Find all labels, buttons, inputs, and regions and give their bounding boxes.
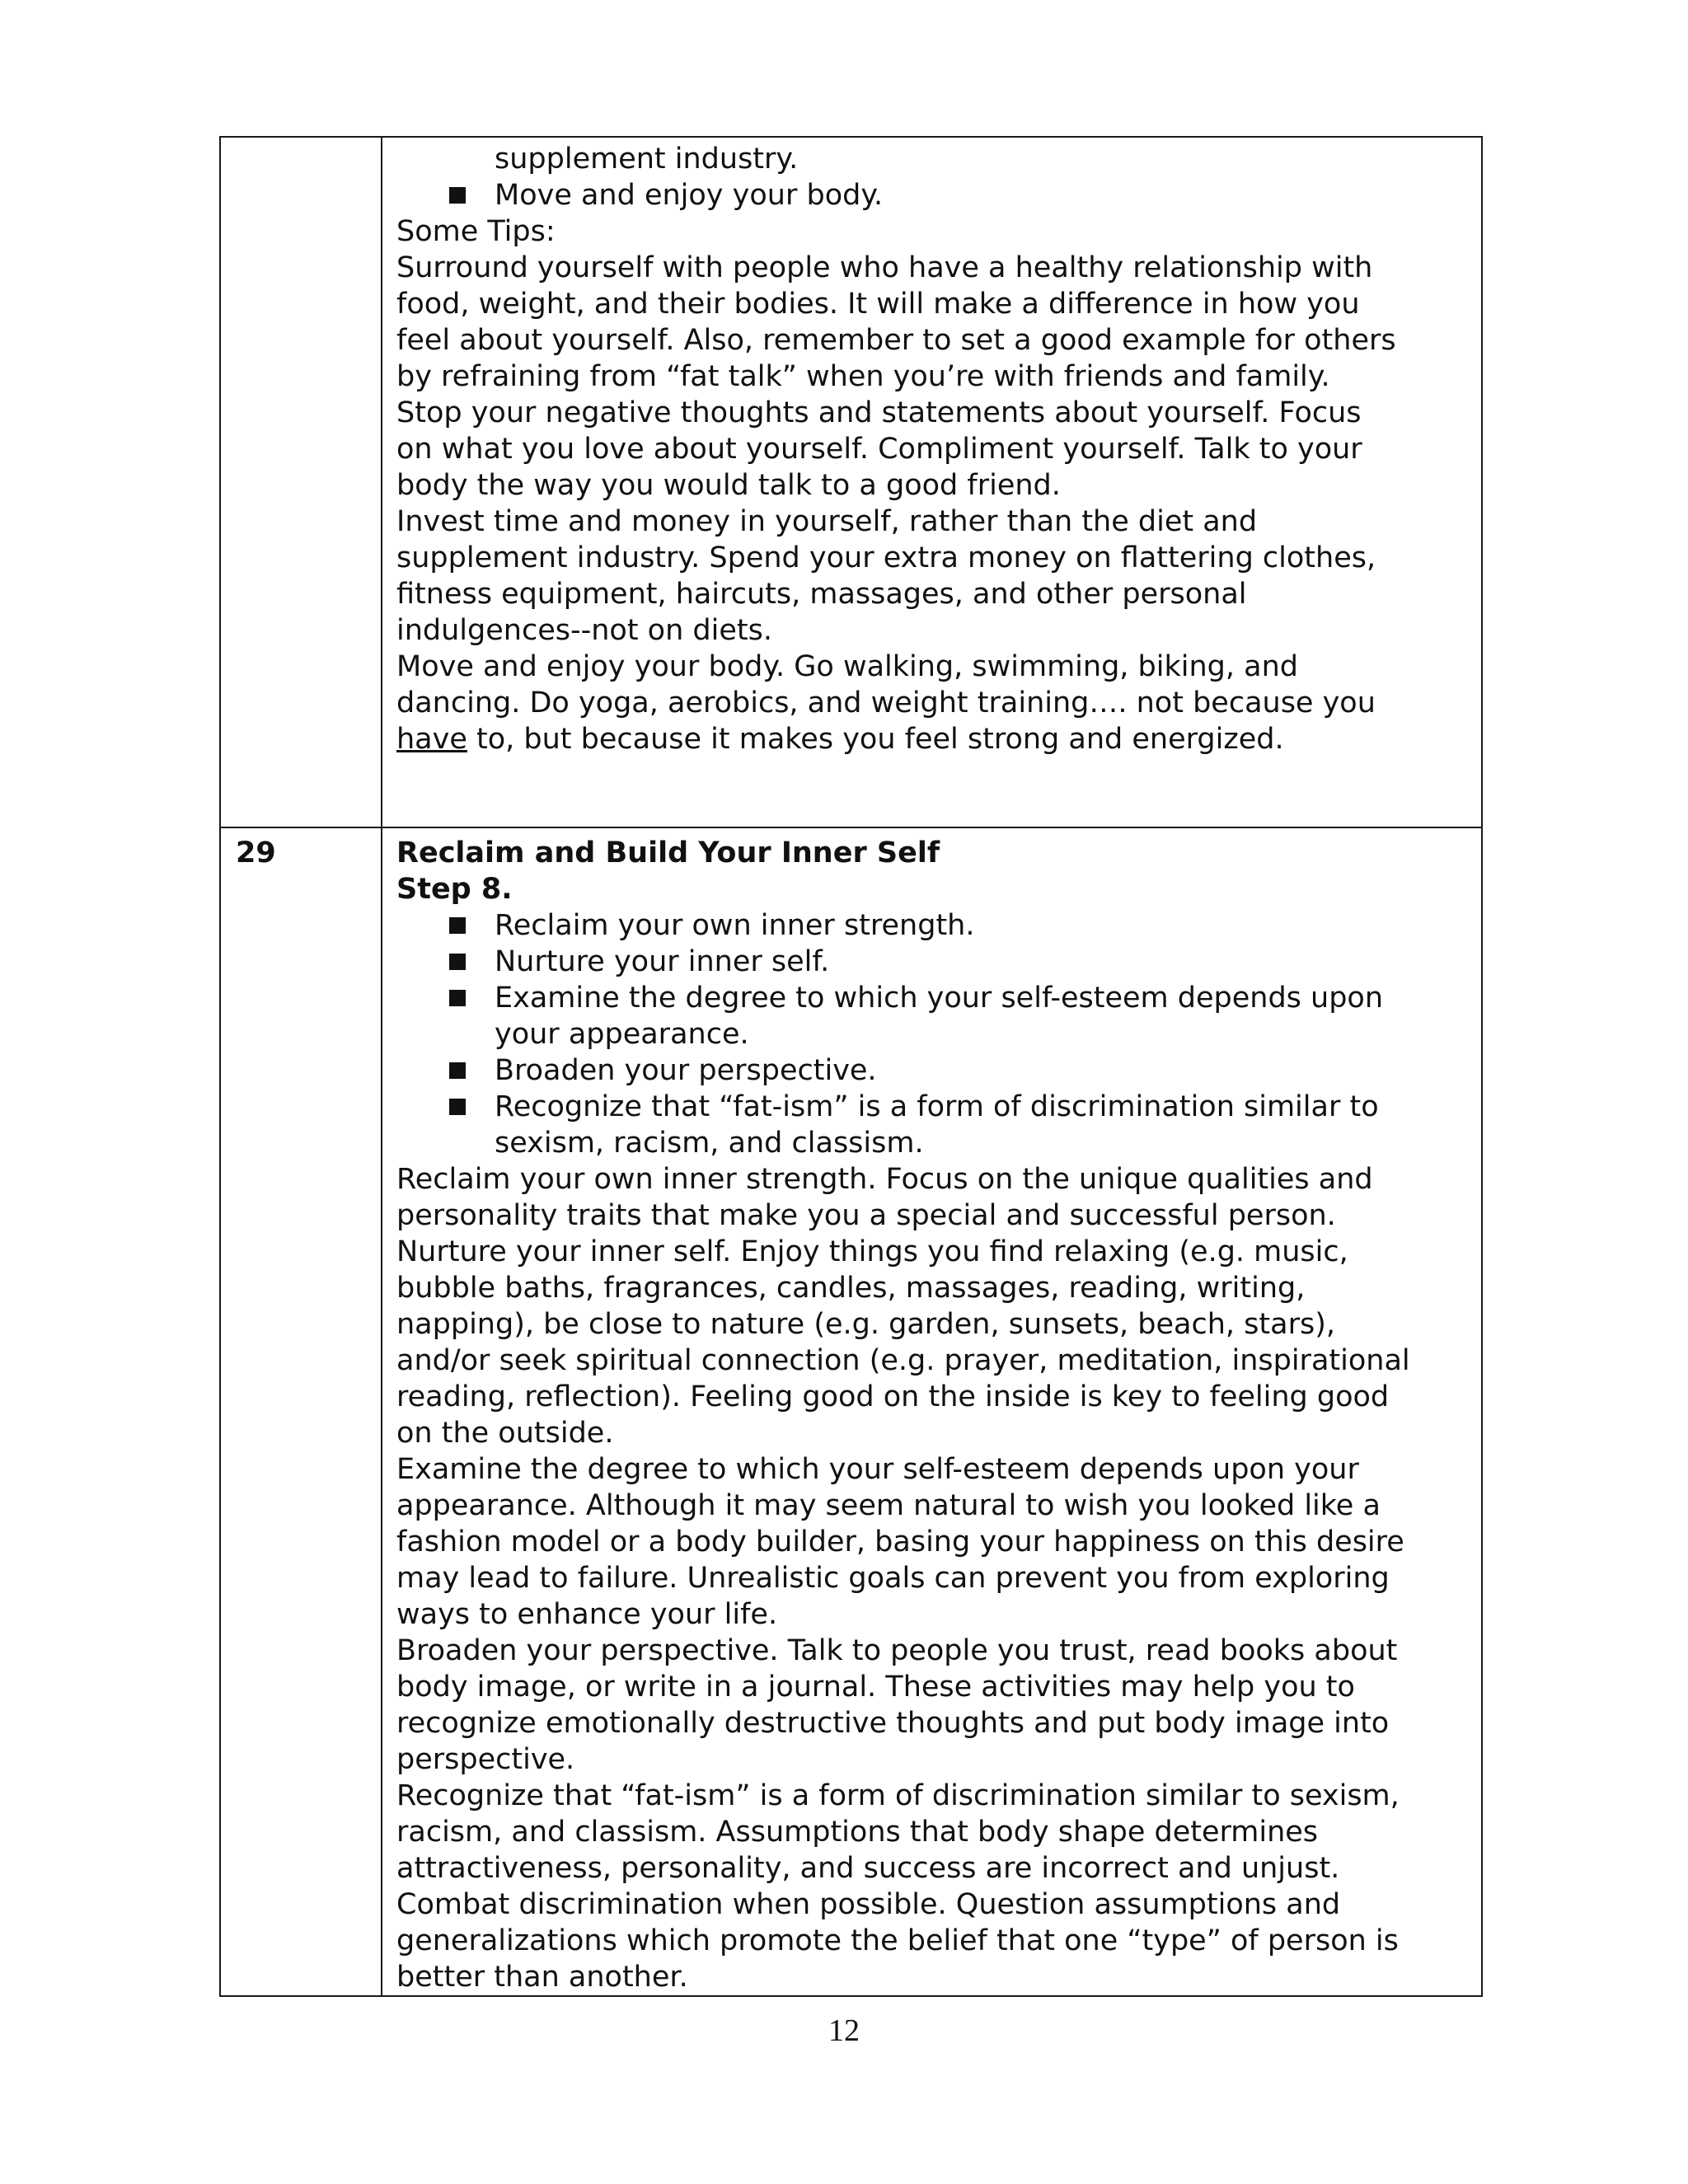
- page-number: 12: [828, 2013, 860, 2048]
- text-line: Nurture your inner self. Enjoy things you find relaxing (e.g. music,: [396, 1235, 1348, 1268]
- text-line: by refraining from “fat talk” when you’re with friends and family.: [396, 360, 1330, 393]
- text-line: and/or seek spiritual connection (e.g. prayer, meditation, inspirational: [396, 1344, 1410, 1377]
- step-label: Step 8.: [396, 873, 513, 906]
- bullet-continuation: sexism, racism, and classism.: [495, 1127, 924, 1160]
- text-line: attractiveness, personality, and success are incorrect and unjust.: [396, 1852, 1340, 1885]
- square-bullet-icon: [449, 1099, 466, 1115]
- text-line: indulgences--not on diets.: [396, 614, 772, 647]
- text-line: Move and enjoy your body. Go walking, swimming, biking, and: [396, 650, 1298, 683]
- bullet-text: Nurture your inner self.: [495, 945, 830, 978]
- text-line: [396, 721, 1471, 757]
- bullet-text: Broaden your perspective.: [495, 1054, 877, 1087]
- table-row: [220, 827, 1482, 1996]
- row-number-cell: 29: [220, 827, 382, 1996]
- section-title: Reclaim and Build Your Inner Self: [396, 837, 940, 869]
- square-bullet-icon: [449, 1062, 466, 1079]
- bullet-item: [396, 1089, 1471, 1125]
- square-bullet-icon: [449, 187, 466, 204]
- text-line: on what you love about yourself. Compliment yourself. Talk to your: [396, 433, 1362, 466]
- text-span: to, but because it makes you feel strong and energized.: [467, 723, 1284, 756]
- text-line: dancing. Do yoga, aerobics, and weight training…. not because you: [396, 687, 1376, 719]
- text-line: appearance. Although it may seem natural to wish you looked like a: [396, 1489, 1381, 1522]
- text-line: fitness equipment, haircuts, massages, and other personal: [396, 578, 1247, 611]
- bullet-text: Move and enjoy your body.: [495, 179, 884, 212]
- text-line: better than another.: [396, 1961, 688, 1994]
- text-line: food, weight, and their bodies. It will make a difference in how you: [396, 288, 1360, 321]
- bullet-continuation: supplement industry.: [495, 143, 799, 176]
- text-line: Broaden your perspective. Talk to people you trust, read books about: [396, 1634, 1398, 1667]
- text-line: Surround yourself with people who have a healthy relationship with: [396, 251, 1373, 284]
- square-bullet-icon: [449, 990, 466, 1006]
- row-content-cell: [382, 137, 1482, 827]
- text-line: fashion model or a body builder, basing your happiness on this desire: [396, 1526, 1404, 1558]
- text-line: on the outside.: [396, 1417, 614, 1450]
- content-table: [219, 136, 1483, 1997]
- bullet-item: [396, 1052, 1471, 1089]
- bullet-text: Recognize that “fat-ism” is a form of discrimination similar to: [495, 1090, 1379, 1123]
- text-line: Recognize that “fat-ism” is a form of discrimination similar to sexism,: [396, 1779, 1400, 1812]
- bullet-text: Examine the degree to which your self-esteem depends upon: [495, 982, 1384, 1015]
- bullet-item: [396, 907, 1471, 944]
- text-line: bubble baths, fragrances, candles, massages, reading, writing,: [396, 1272, 1306, 1305]
- row-number-cell: [220, 137, 382, 827]
- bullet-item: [396, 944, 1471, 980]
- text-line: feel about yourself. Also, remember to set a good example for others: [396, 324, 1396, 357]
- text-line: Reclaim your own inner strength. Focus on the unique qualities and: [396, 1163, 1373, 1196]
- bullet-continuation: your appearance.: [495, 1018, 749, 1051]
- text-line: reading, reflection). Feeling good on the inside is key to feeling good: [396, 1380, 1390, 1413]
- text-line: ways to enhance your life.: [396, 1598, 778, 1631]
- text-line: supplement industry. Spend your extra money on flattering clothes,: [396, 541, 1376, 574]
- text-line: Examine the degree to which your self-esteem depends upon your: [396, 1453, 1359, 1486]
- tips-heading: Some Tips:: [396, 215, 556, 248]
- text-line: recognize emotionally destructive thoughts and put body image into: [396, 1707, 1390, 1740]
- text-line: generalizations which promote the belief that one “type” of person is: [396, 1924, 1399, 1957]
- square-bullet-icon: [449, 954, 466, 970]
- row-content-cell: [382, 827, 1482, 1996]
- square-bullet-icon: [449, 917, 466, 934]
- text-line: personality traits that make you a special and successful person.: [396, 1199, 1336, 1232]
- underlined-word: have: [396, 723, 467, 756]
- bullet-text: Reclaim your own inner strength.: [495, 909, 975, 942]
- text-line: racism, and classism. Assumptions that body shape determines: [396, 1816, 1319, 1849]
- bullet-item: [396, 980, 1471, 1016]
- text-line: body the way you would talk to a good friend.: [396, 469, 1061, 502]
- table-row: [220, 137, 1482, 827]
- text-line: Combat discrimination when possible. Question assumptions and: [396, 1888, 1341, 1921]
- text-line: Invest time and money in yourself, rather than the diet and: [396, 505, 1258, 538]
- bullet-item: [396, 177, 1471, 213]
- text-line: Stop your negative thoughts and statements about yourself. Focus: [396, 396, 1362, 429]
- text-line: perspective.: [396, 1743, 575, 1776]
- text-line: body image, or write in a journal. These activities may help you to: [396, 1671, 1355, 1704]
- text-line: may lead to failure. Unrealistic goals can prevent you from exploring: [396, 1562, 1390, 1595]
- text-line: napping), be close to nature (e.g. garden, sunsets, beach, stars),: [396, 1308, 1335, 1341]
